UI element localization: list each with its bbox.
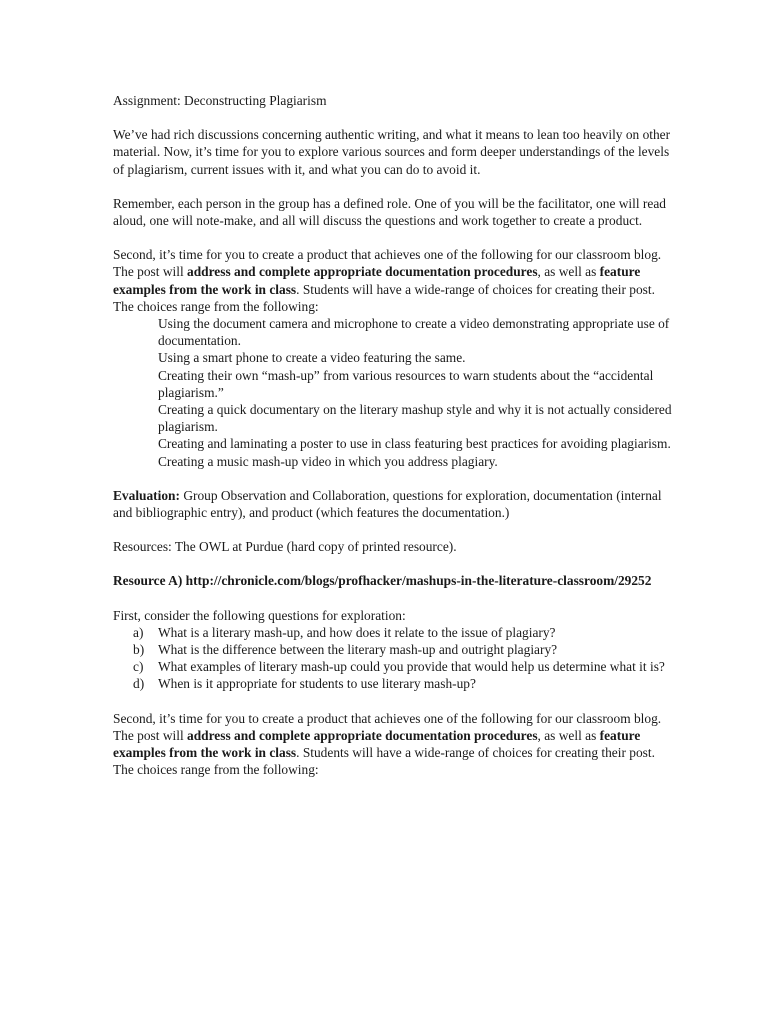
choice-item: Using the document camera and microphone to create a video demonstrating appropriate use of documentation.	[158, 316, 670, 349]
resource-a-heading	[113, 572, 673, 589]
roles-paragraph: Remember, each person in the group has a defined role. One of you will be the facilitator, one will read aloud, one will note-make, and all will discuss the questions and work together to create a product.	[113, 195, 666, 229]
product-1-lead: Second, it’s time for you to create a product that achieves one of the following for our classroom blog. The post will	[113, 247, 662, 280]
product-2-tail: . Students will have a wide-range of choices for creating their post. The choices range from the following:	[113, 745, 655, 778]
product-2-mid: , as well as	[537, 727, 600, 743]
question-item	[113, 658, 673, 675]
question-text: What is the difference between the literary mash-up and outright plagiary?	[158, 642, 558, 658]
product-1-bold-documentation: address and complete appropriate documentation procedures	[187, 264, 538, 280]
question-item	[113, 641, 673, 658]
product-paragraph-1	[113, 246, 673, 315]
resources-paragraph: Resources: The OWL at Purdue (hard copy of printed resource).	[113, 539, 457, 555]
question-label: c)	[133, 659, 144, 675]
choice-item: Creating and laminating a poster to use in class featuring best practices for avoiding plagiarism.	[158, 436, 671, 452]
product-1-tail: . Students will have a wide-range of choices for creating their post. The choices range from the following:	[113, 281, 655, 314]
choice-item: Creating a music mash-up video in which you address plagiary.	[158, 453, 498, 469]
evaluation-paragraph	[113, 487, 673, 521]
choice-item: Creating their own “mash-up” from various resources to warn students about the “accidental plagiarism.”	[158, 367, 654, 400]
choice-item: Creating a quick documentary on the literary mashup style and why it is not actually considered plagiarism.	[158, 402, 672, 435]
evaluation-label: Evaluation:	[113, 487, 180, 503]
product-2-bold-examples: feature examples from the work in class	[113, 727, 641, 761]
choices-list	[113, 315, 673, 470]
intro-paragraph: We’ve had rich discussions concerning authentic writing, and what it means to lean too heavily on other material. Now, it’s time for you to explore various sources and form deeper understandings of the levels of plagiarism, current issues with it, and what you can do to avoid it.	[113, 127, 671, 177]
question-text: When is it appropriate for students to use literary mash-up?	[158, 676, 476, 692]
question-text: What examples of literary mash-up could you provide that would help us determine what it is?	[158, 659, 665, 675]
question-item	[113, 675, 673, 692]
evaluation-text: Group Observation and Collaboration, questions for exploration, documentation (internal and bibliographic entry), and product (which features the documentation.)	[113, 487, 662, 521]
product-paragraph-2	[113, 710, 673, 779]
question-label: b)	[133, 642, 145, 658]
question-item	[113, 624, 673, 641]
questions-list	[113, 624, 673, 693]
product-1-mid: , as well as	[537, 264, 600, 280]
questions-intro: First, consider the following questions for exploration:	[113, 607, 406, 623]
product-1-bold-examples: feature examples from the work in class	[113, 264, 641, 297]
question-text: What is a literary mash-up, and how does it relate to the issue of plagiary?	[158, 624, 556, 640]
resource-a-link-text: Resource A) http://chronicle.com/blogs/profhacker/mashups-in-the-literature-classroom/29252	[113, 573, 652, 589]
product-2-lead: Second, it’s time for you to create a product that achieves one of the following for our classroom blog. The post will	[113, 710, 662, 743]
document-page	[113, 92, 673, 779]
question-label: a)	[133, 624, 144, 640]
question-label: d)	[133, 676, 145, 692]
product-2-bold-documentation: address and complete appropriate documentation procedures	[187, 727, 538, 743]
choice-item: Using a smart phone to create a video featuring the same.	[158, 350, 466, 366]
document-title: Assignment: Deconstructing Plagiarism	[113, 93, 327, 108]
